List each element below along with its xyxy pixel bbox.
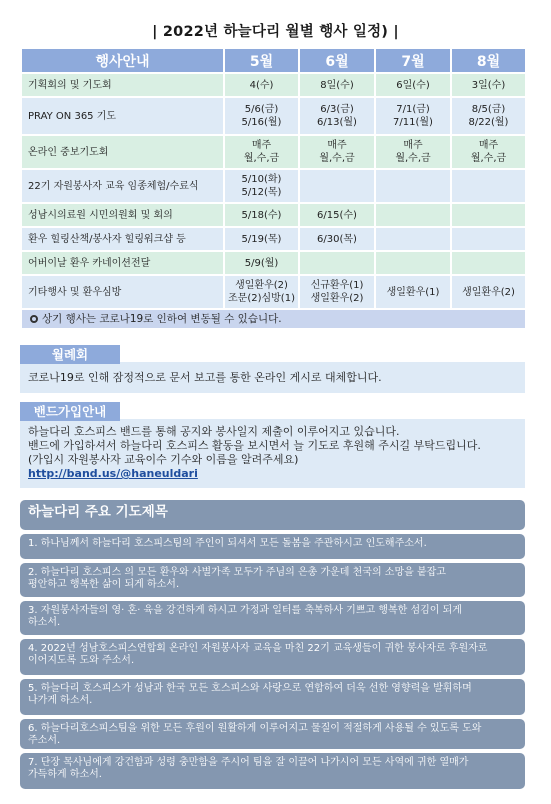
monthly-meeting-title: 월례회 (20, 345, 120, 364)
schedule-cell (451, 169, 526, 203)
prayer-item-text (20, 639, 525, 667)
schedule-cell (451, 275, 526, 309)
prayer-item (20, 719, 525, 749)
schedule-cell (375, 135, 451, 169)
header-may: 5월 (224, 48, 299, 73)
schedule-table (20, 47, 527, 330)
header-july: 7월 (375, 48, 451, 73)
schedule-cell (375, 203, 451, 227)
schedule-cell (299, 275, 375, 309)
schedule-cell-line: 매주 (251, 140, 272, 151)
schedule-cell (299, 135, 375, 169)
schedule-cell-line: 5/19(목) (241, 233, 282, 245)
schedule-cell (375, 97, 451, 135)
schedule-row-label: 22기 자원봉사자 교육 임종체험/수료식 (21, 169, 224, 203)
schedule-row (21, 97, 526, 135)
schedule-cell (299, 73, 375, 97)
schedule-cell-line: 월,수,금 (395, 153, 431, 164)
prayer-item (20, 601, 525, 635)
prayer-item (20, 639, 525, 675)
schedule-cell-line: 5/6(금) (244, 104, 279, 115)
monthly-meeting-text: 코로나19로 인해 잠정적으로 문서 보고를 통한 온라인 게시로 대체합니다. (20, 362, 525, 393)
schedule-cell (299, 227, 375, 251)
schedule-cell-line: 매주 (478, 140, 499, 151)
prayer-item-text (20, 679, 525, 707)
prayer-item-line: 주소서. (28, 735, 61, 746)
prayer-item-line: 7. 단장 목사님에게 강건함과 성령 충만함을 주시어 팀을 잘 이끌어 나가시어 모든 사역에 귀한 열매가 (28, 757, 469, 768)
schedule-cell (299, 203, 375, 227)
schedule-cell (451, 73, 526, 97)
schedule-cell (375, 227, 451, 251)
schedule-row (21, 275, 526, 309)
schedule-cell (451, 203, 526, 227)
prayer-item-line: 하소서. (28, 617, 61, 628)
page-title: | 2022년 하늘다리 월별 행사 일정) | (152, 24, 399, 40)
prayer-header (20, 500, 525, 530)
schedule-row-label: 성남시의료원 시민의원회 및 회의 (21, 203, 224, 227)
schedule-row-label: 어버이날 환우 카네이션전달 (21, 251, 224, 275)
schedule-cell-line: 8일(수) (320, 79, 354, 91)
band-line: (가입시 자원봉사자 교육이수 기수와 이름을 알려주세요) (28, 453, 299, 466)
schedule-cell-line: 7/1(금) (396, 104, 430, 115)
schedule-cell-line: 생일환우(2) (235, 280, 288, 291)
schedule-cell-line: 8/22(월) (468, 117, 509, 128)
schedule-cell (299, 169, 375, 203)
schedule-cell-line: 5/9(월) (244, 257, 279, 269)
band-line: 밴드에 가입하셔서 하늘다리 호스피스 활동을 보시면서 늘 기도로 후원해 주시길 부탁드립니다. (28, 439, 481, 452)
schedule-cell-line: 6일(수) (396, 79, 430, 91)
schedule-cell-line: 8/5(금) (471, 104, 506, 115)
schedule-cell-line: 6/15(수) (317, 209, 357, 221)
schedule-row-label: 환우 힐링산책/봉사자 힐링워크샵 등 (21, 227, 224, 251)
schedule-cell (224, 135, 299, 169)
circle-bullet-icon (30, 315, 38, 323)
schedule-row-label: 기획회의 및 기도회 (21, 73, 224, 97)
schedule-cell-line: 생일환우(1) (386, 286, 440, 298)
schedule-cell (224, 251, 299, 275)
schedule-note-row (21, 309, 526, 329)
schedule-cell-line: 월,수,금 (243, 153, 280, 164)
schedule-cell-line: 5/16(월) (241, 117, 282, 128)
band-link[interactable]: http://band.us/@haneuldari (28, 467, 198, 480)
schedule-cell (451, 227, 526, 251)
schedule-cell (224, 203, 299, 227)
schedule-cell (375, 251, 451, 275)
schedule-cell-line: 3일(수) (471, 79, 506, 91)
schedule-note (21, 309, 526, 329)
prayer-item-line: 2. 하늘다리 호스피스 의 모든 환우와 사별가족 모두가 주님의 은총 가운데 천국의 소망을 붙잡고 (28, 567, 446, 578)
monthly-meeting-section (20, 345, 525, 393)
schedule-cell-line: 매주 (327, 140, 347, 151)
header-june: 6월 (299, 48, 375, 73)
schedule-row (21, 251, 526, 275)
schedule-cell-line: 월,수,금 (319, 153, 355, 164)
schedule-cell-line: 5/10(화) (241, 174, 282, 185)
schedule-cell-line: 신규환우(1) (310, 280, 364, 291)
schedule-row (21, 203, 526, 227)
schedule-cell-line: 6/13(월) (317, 117, 357, 128)
band-body (20, 419, 525, 488)
schedule-cell (375, 169, 451, 203)
schedule-cell-line: 7/11(월) (393, 117, 433, 128)
schedule-cell (224, 169, 299, 203)
schedule-row-label: 온라인 중보기도회 (21, 135, 224, 169)
prayer-item (20, 753, 525, 789)
schedule-row (21, 135, 526, 169)
schedule-cell-line: 5/18(수) (241, 209, 282, 221)
schedule-cell-line: 5/12(목) (241, 187, 282, 198)
prayer-item (20, 679, 525, 715)
band-section (20, 402, 525, 488)
schedule-row (21, 169, 526, 203)
schedule-row (21, 73, 526, 97)
prayer-item (20, 563, 525, 597)
prayer-item-text (20, 753, 525, 781)
schedule-cell (375, 275, 451, 309)
schedule-cell-line: 6/3(금) (320, 104, 354, 115)
schedule-note-text: 상기 행사는 코로나19로 인하여 변동될 수 있습니다. (42, 312, 282, 325)
schedule-cell (299, 97, 375, 135)
prayer-item-text (20, 601, 525, 629)
schedule-cell (224, 227, 299, 251)
prayer-item-line: 3. 자원봉사자들의 영· 혼· 육을 강건하게 하시고 가정과 일터를 축복하사 기쁘고 행복한 섬김이 되게 (28, 605, 462, 616)
header-event: 행사안내 (21, 48, 224, 73)
schedule-cell-line: 월,수,금 (470, 153, 507, 164)
schedule-header-row (21, 48, 526, 73)
schedule-cell-line: 4(수) (249, 79, 274, 91)
prayer-item-text (20, 563, 525, 591)
schedule-cell-line: 생일환우(2) (462, 286, 515, 298)
schedule-cell (224, 97, 299, 135)
schedule-cell (451, 135, 526, 169)
schedule-cell (451, 251, 526, 275)
schedule-cell (451, 97, 526, 135)
prayer-item-line: 6. 하늘다리호스피스팀을 위한 모든 후원이 원활하게 이루어지고 물질이 적절하게 사용될 수 있도록 도와 (28, 723, 482, 734)
schedule-cell-line: 6/30(목) (317, 233, 357, 245)
prayer-item-line: 1. 하나님께서 하늘다리 호스피스팀의 주인이 되셔서 모든 돌봄을 주관하시고 인도해주소서. (28, 538, 427, 549)
band-line: 하늘다리 호스피스 밴드를 통해 공지와 봉사일지 제출이 이루어지고 있습니다. (28, 425, 400, 438)
schedule-cell-line: 조문(2)심방(1) (228, 293, 295, 304)
prayer-item-line: 4. 2022년 성남호스피스연합회 온라인 자원봉사자 교육을 마친 22기 교육생들이 귀한 봉사자로 후원자로 (28, 643, 488, 654)
schedule-cell-line: 매주 (403, 140, 423, 151)
prayer-item-line: 이어지도록 도와 주소서. (28, 655, 135, 666)
schedule-cell (299, 251, 375, 275)
prayer-item-text (20, 534, 525, 550)
prayer-item-line: 가득하게 하소서. (28, 769, 102, 780)
schedule-cell (375, 73, 451, 97)
schedule-cell (224, 275, 299, 309)
prayer-item-line: 5. 하늘다리 호스피스가 성남과 한국 모든 호스피스와 사랑으로 연합하여 더욱 선한 영향력을 발휘하며 (28, 683, 472, 694)
header-august: 8월 (451, 48, 526, 73)
prayer-item-line: 평안하고 행복한 삶이 되게 하소서. (28, 579, 180, 590)
prayer-title: 하늘다리 주요 기도제목 (28, 504, 168, 520)
prayer-item (20, 534, 525, 559)
schedule-cell (224, 73, 299, 97)
schedule-cell-line: 생일환우(2) (310, 293, 364, 304)
band-title: 밴드가입안내 (20, 402, 120, 421)
prayer-item-line: 나가게 하소서. (28, 695, 93, 706)
prayer-item-text (20, 719, 525, 747)
schedule-row (21, 227, 526, 251)
schedule-row-label: PRAY ON 365 기도 (21, 97, 224, 135)
schedule-row-label: 기타행사 및 환우심방 (21, 275, 224, 309)
